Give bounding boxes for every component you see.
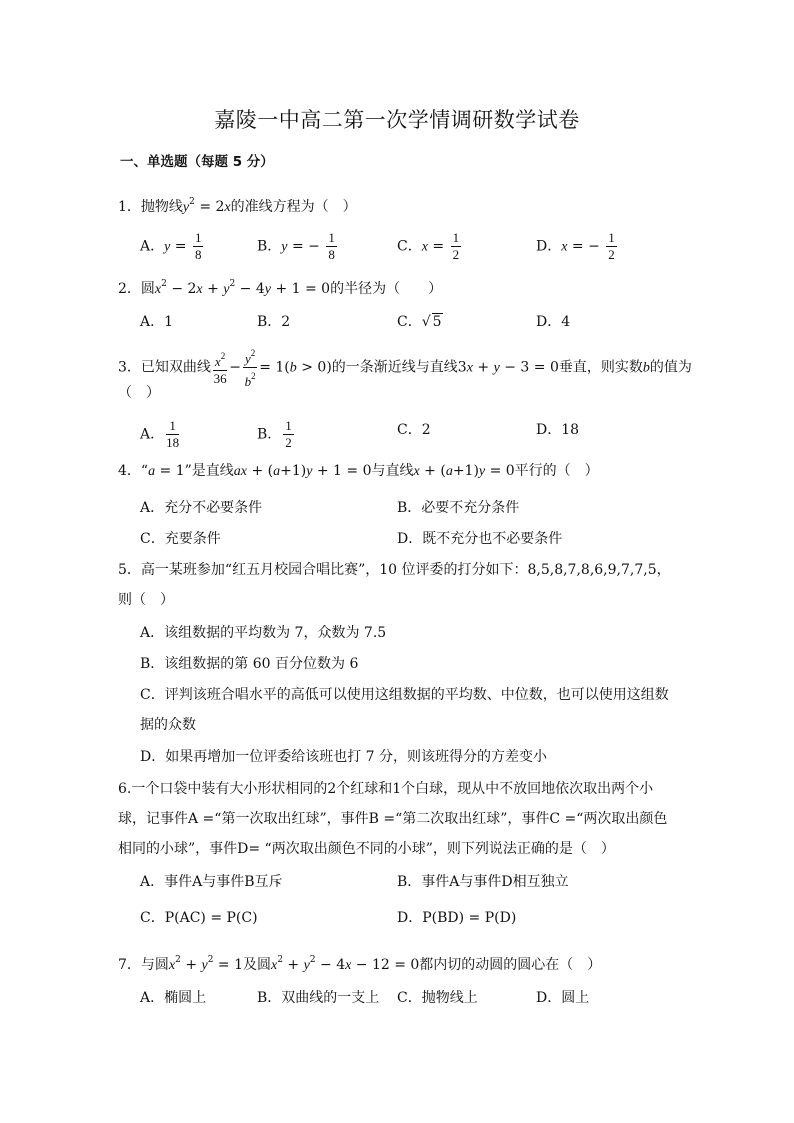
q4-option-c: C．充要条件 — [140, 531, 221, 547]
q4-option-b: B．必要不充分条件 — [397, 500, 520, 516]
question-2: 2．圆$x^2 - 2x + y^2 - 4y + 1 = 0$的半径为（ ） — [118, 279, 443, 297]
q4-option-a: A．充分不必要条件 — [140, 500, 263, 516]
q5-option-c: C．评判该班合唱水平的高低可以使用这组数据的平均数、中位数，也可以使用这组数据的众数 — [140, 687, 669, 733]
q6-option-d: D．P(BD) = P(D) — [397, 910, 517, 926]
question-3: 3．已知双曲线 $\frac{x^2}{36}$ − $\frac{y^2}{b^2}$ = 1(b > 0)的一条渐近线与直线3x + y − 3 = 0垂直，则实数b的值为 — [118, 345, 692, 390]
q6-option-a: A．事件A与事件B互斥 — [140, 874, 283, 890]
q3-option-a: A． $\frac{1}{18}$ — [140, 418, 180, 450]
q2-option-c: C．√ 5 — [397, 314, 442, 330]
question-7: 7．与圆$x^2 + y^2 = 1$及圆$x^2 + y^2 - 4x - 12 = 0$都内切的动圆的圆心在（ ） — [118, 955, 602, 973]
q7-option-c: C．抛物线上 — [397, 990, 478, 1006]
question-5: 5．高一某班参加“红五月校园合唱比赛”，10 位评委的打分如下：8,5,8,7,8,6,9,7,7,5，则（ ） — [118, 562, 671, 608]
q6-option-b: B．事件A与事件D相互独立 — [397, 874, 569, 890]
q4-option-d: D．既不充分也不必要条件 — [397, 531, 563, 547]
q5-option-d: D．如果再增加一位评委给该班也打 7 分，则该班得分的方差变小 — [140, 749, 548, 765]
q2-option-a: A．1 — [140, 314, 174, 330]
q3-option-b: B． $\frac{1}{2}$ — [257, 418, 292, 450]
q2-option-b: B．2 — [257, 314, 291, 330]
q3-option-c: C．2 — [397, 422, 431, 438]
question-1: 1．抛物线$y^2 = 2x$的准线方程为（ ） — [118, 197, 357, 215]
q5-option-a: A．该组数据的平均数为 7，众数为 7.5 — [140, 625, 387, 641]
q6-option-c: C．P(AC) = P(C) — [140, 910, 258, 926]
q7-option-a: A．椭圆上 — [140, 990, 207, 1006]
q7-option-b: B．双曲线的一支上 — [257, 990, 380, 1006]
question-3-paren: （ ） — [118, 385, 160, 401]
q7-option-d: D．圆上 — [536, 990, 590, 1006]
q1-option-b: B．y = − $\frac{1}{8}$ — [257, 230, 335, 262]
q1-option-c: C．x = $\frac{1}{2}$ — [397, 230, 460, 262]
q1-option-d: D．x = − $\frac{1}{2}$ — [536, 230, 615, 262]
exam-title: 嘉陵一中高二第一次学情调研数学试卷 — [214, 108, 580, 132]
question-6: 6.一个口袋中装有大小形状相同的2个红球和1个白球，现从中不放回地依次取出两个小球，记事件A =“第一次取出红球”，事件B =“第二次取出红球”，事件C =“两次取出颜色相同的小球”，事件D= “两次取出颜色不同的小球”，则下列说法正确的是（ ） — [118, 781, 668, 857]
q5-option-b: B．该组数据的第 60 百分位数为 6 — [140, 656, 359, 672]
q3-option-d: D．18 — [536, 422, 580, 438]
q2-option-d: D．4 — [536, 314, 571, 330]
question-4: 4．“a = 1”是直线ax + (a+1)y + 1 = 0与直线x + (a+1)y = 0平行的（ ） — [118, 463, 599, 479]
q1-option-a: A．y = $\frac{1}{8}$ — [140, 230, 202, 262]
section-heading: 一、单选题（每题 5 分） — [120, 154, 274, 170]
